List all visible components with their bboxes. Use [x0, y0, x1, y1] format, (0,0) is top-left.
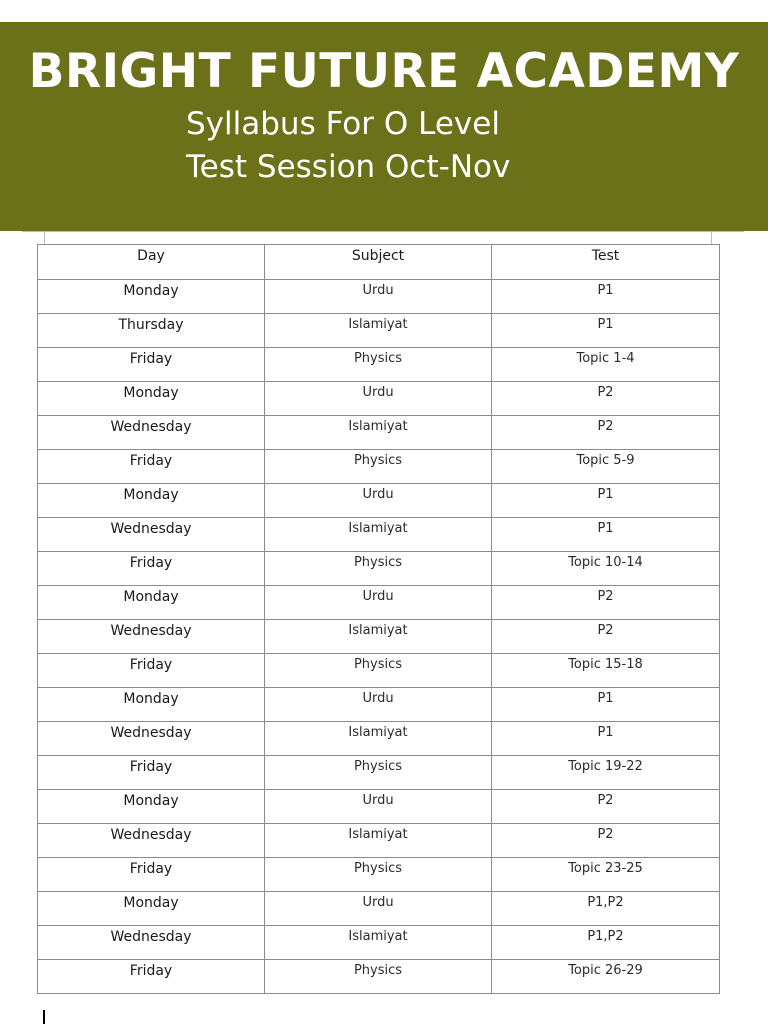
table-row: [38, 450, 720, 484]
test-cell: P1: [492, 518, 720, 552]
text-cursor-mark: [43, 1010, 45, 1024]
subject-cell: Urdu: [265, 382, 492, 416]
test-cell: Topic 15-18: [492, 654, 720, 688]
test-cell: Topic 10-14: [492, 552, 720, 586]
table-row: [38, 382, 720, 416]
column-header-test: Test: [492, 245, 720, 280]
page-frame-line-right: [711, 231, 712, 244]
subject-cell: Urdu: [265, 280, 492, 314]
table-header-row: [38, 245, 720, 280]
subject-cell: Islamiyat: [265, 824, 492, 858]
subject-cell: Physics: [265, 960, 492, 994]
day-cell: Monday: [38, 586, 265, 620]
subject-cell: Islamiyat: [265, 722, 492, 756]
test-cell: P1: [492, 484, 720, 518]
test-cell: Topic 5-9: [492, 450, 720, 484]
day-cell: Wednesday: [38, 620, 265, 654]
day-cell: Friday: [38, 960, 265, 994]
table-row: [38, 858, 720, 892]
day-cell: Monday: [38, 790, 265, 824]
subject-cell: Physics: [265, 756, 492, 790]
table-row: [38, 688, 720, 722]
day-cell: Monday: [38, 280, 265, 314]
page-frame-line-left: [44, 231, 45, 244]
test-cell: P1: [492, 280, 720, 314]
table-row: [38, 620, 720, 654]
academy-title: BRIGHT FUTURE ACADEMY: [28, 44, 740, 99]
day-cell: Friday: [38, 450, 265, 484]
subject-cell: Urdu: [265, 484, 492, 518]
subject-cell: Urdu: [265, 790, 492, 824]
subject-cell: Urdu: [265, 892, 492, 926]
column-header-subject: Subject: [265, 245, 492, 280]
test-cell: P2: [492, 586, 720, 620]
test-cell: P1: [492, 314, 720, 348]
table-row: [38, 416, 720, 450]
day-cell: Friday: [38, 858, 265, 892]
subject-cell: Physics: [265, 348, 492, 382]
subject-cell: Urdu: [265, 688, 492, 722]
subject-cell: Islamiyat: [265, 518, 492, 552]
subject-cell: Physics: [265, 450, 492, 484]
subject-cell: Physics: [265, 552, 492, 586]
test-cell: Topic 1-4: [492, 348, 720, 382]
subject-cell: Islamiyat: [265, 314, 492, 348]
table-row: [38, 314, 720, 348]
table-row: [38, 756, 720, 790]
page-frame-line-top: [22, 231, 744, 232]
test-cell: P1: [492, 722, 720, 756]
day-cell: Wednesday: [38, 824, 265, 858]
test-cell: P1,P2: [492, 892, 720, 926]
table-row: [38, 824, 720, 858]
day-cell: Friday: [38, 552, 265, 586]
table-row: [38, 926, 720, 960]
subject-cell: Physics: [265, 654, 492, 688]
test-cell: P2: [492, 416, 720, 450]
table-row: [38, 654, 720, 688]
day-cell: Thursday: [38, 314, 265, 348]
day-cell: Wednesday: [38, 518, 265, 552]
table-row: [38, 892, 720, 926]
column-header-day: Day: [38, 245, 265, 280]
test-cell: Topic 26-29: [492, 960, 720, 994]
test-cell: Topic 19-22: [492, 756, 720, 790]
day-cell: Friday: [38, 654, 265, 688]
day-cell: Friday: [38, 348, 265, 382]
academy-header-banner: [0, 22, 768, 231]
day-cell: Monday: [38, 892, 265, 926]
subject-cell: Islamiyat: [265, 416, 492, 450]
subject-cell: Physics: [265, 858, 492, 892]
test-cell: Topic 23-25: [492, 858, 720, 892]
test-cell: P2: [492, 790, 720, 824]
test-cell: P1: [492, 688, 720, 722]
subject-cell: Islamiyat: [265, 620, 492, 654]
table-row: [38, 586, 720, 620]
table-row: [38, 518, 720, 552]
test-cell: P2: [492, 382, 720, 416]
table-row: [38, 790, 720, 824]
test-cell: P2: [492, 824, 720, 858]
table-row: [38, 348, 720, 382]
table-row: [38, 722, 720, 756]
day-cell: Monday: [38, 688, 265, 722]
day-cell: Friday: [38, 756, 265, 790]
subject-cell: Urdu: [265, 586, 492, 620]
table-row: [38, 484, 720, 518]
table-row: [38, 552, 720, 586]
day-cell: Wednesday: [38, 722, 265, 756]
table-row: [38, 960, 720, 994]
day-cell: Monday: [38, 484, 265, 518]
table-row: [38, 280, 720, 314]
test-cell: P1,P2: [492, 926, 720, 960]
test-cell: P2: [492, 620, 720, 654]
session-subtitle: Test Session Oct-Nov: [186, 149, 511, 185]
day-cell: Wednesday: [38, 926, 265, 960]
test-schedule-table: [37, 244, 720, 994]
day-cell: Monday: [38, 382, 265, 416]
day-cell: Wednesday: [38, 416, 265, 450]
subject-cell: Islamiyat: [265, 926, 492, 960]
syllabus-subtitle: Syllabus For O Level: [186, 106, 500, 142]
